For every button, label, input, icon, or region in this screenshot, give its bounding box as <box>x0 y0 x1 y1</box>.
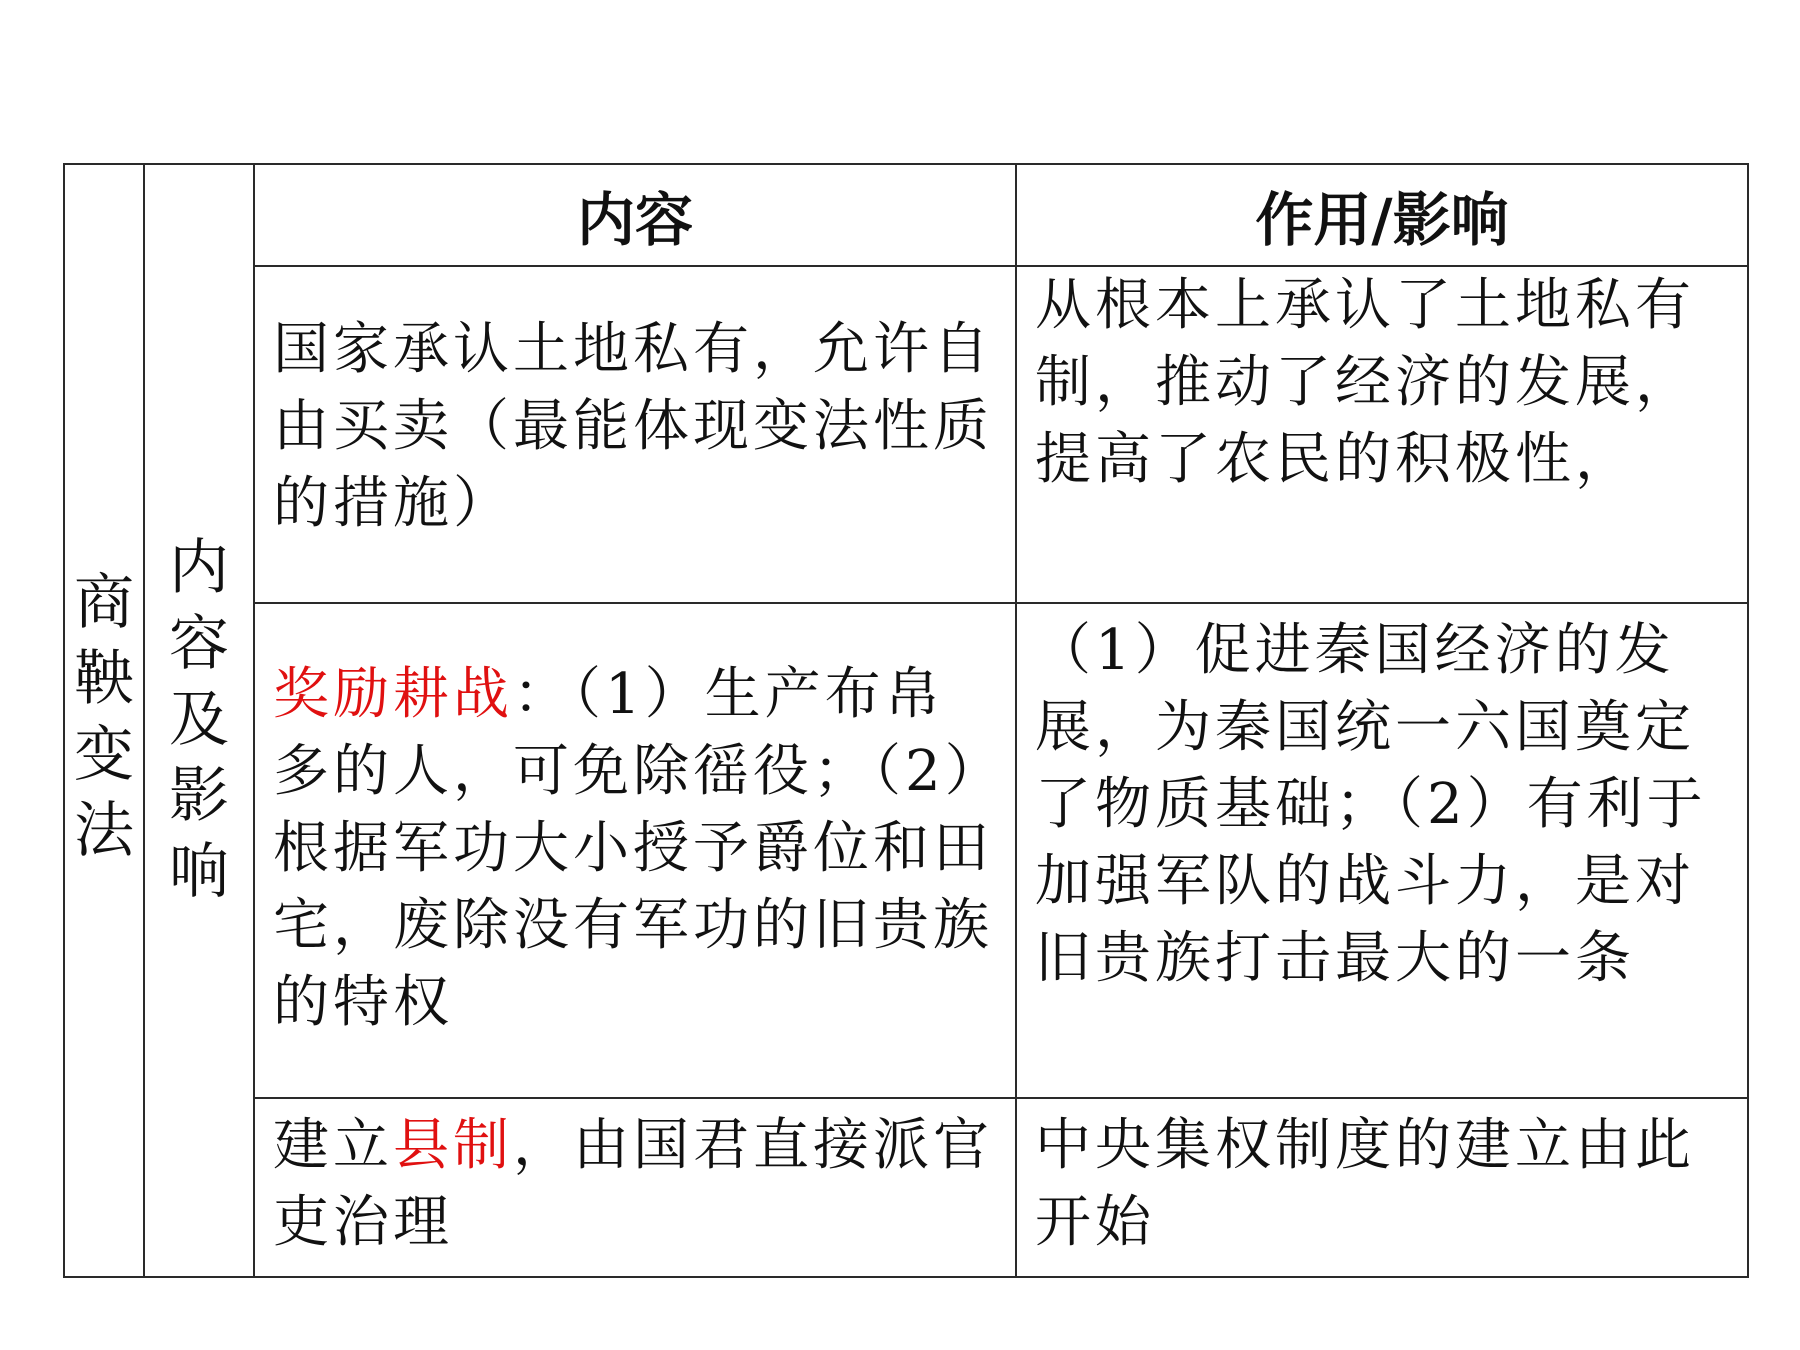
row3-content <box>273 1107 1001 1261</box>
row1-content: 国家承认土地私有，允许自由买卖（最能体现变法性质的措施） <box>273 317 993 536</box>
row2-content-rest: ：（1）生产布帛多的人，可免除徭役；（2）根据军功大小授予爵位和田宅，废除没有军功的旧贵族的特权 <box>273 662 993 1035</box>
row3-content-before: 建立 <box>273 1113 393 1178</box>
header-effect: 作用/影响 <box>1255 186 1509 254</box>
topic-text: 商鞅变法 <box>74 568 134 866</box>
row3-effect-cell <box>1015 1097 1749 1278</box>
row1-content-cell <box>253 265 1017 604</box>
row3-effect: 中央集权制度的建立由此开始 <box>1035 1113 1695 1255</box>
topic-label <box>65 565 143 869</box>
header-content-cell <box>253 163 1017 267</box>
row1-effect: 从根本上承认了土地私有制，推动了经济的发展，提高了农民的积极性， <box>1035 273 1695 492</box>
section-cell <box>143 163 255 1278</box>
row2-content <box>273 656 1001 1041</box>
section-label <box>145 530 253 910</box>
row3-content-cell <box>253 1097 1017 1278</box>
row3-content-after: ，由国君直接派官吏治理 <box>273 1113 993 1255</box>
row2-effect-cell <box>1015 602 1749 1099</box>
row2-content-cell <box>253 602 1017 1099</box>
header-content: 内容 <box>576 186 693 254</box>
topic-cell <box>63 163 145 1278</box>
row1-effect-cell <box>1015 265 1749 604</box>
section-text: 内容及影响 <box>169 533 229 907</box>
header-effect-cell <box>1015 163 1749 267</box>
row2-highlight: 奖励耕战 <box>273 662 513 727</box>
row2-effect: （1）促进秦国经济的发展，为秦国统一六国奠定了物质基础；（2）有利于加强军队的战斗力，是对旧贵族打击最大的一条 <box>1035 618 1707 991</box>
row3-highlight: 县制 <box>393 1113 513 1178</box>
